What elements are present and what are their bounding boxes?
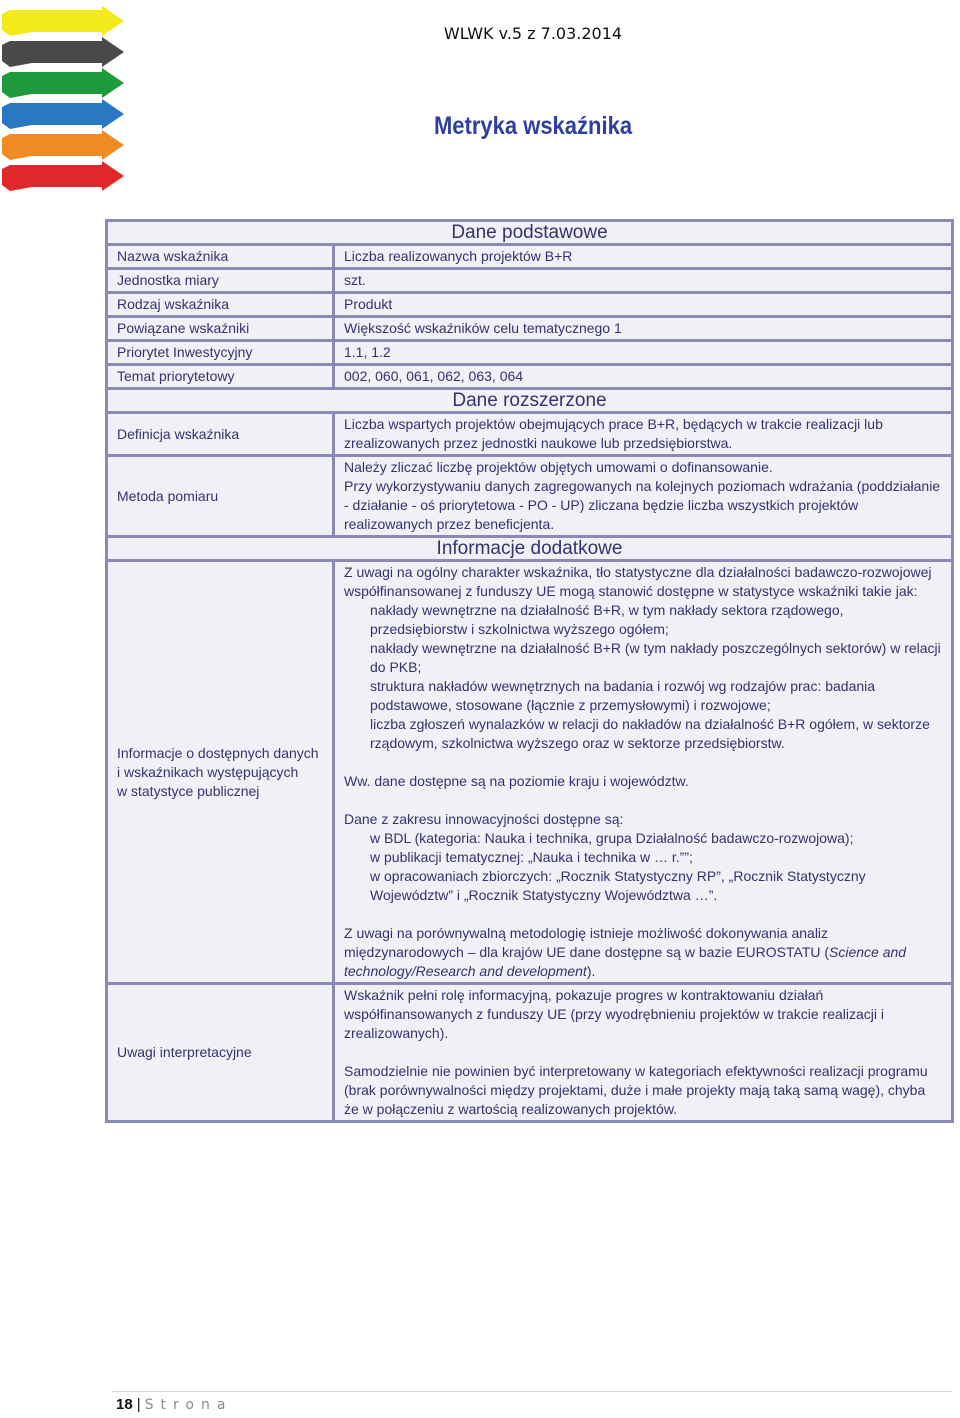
table-row xyxy=(107,365,953,389)
method-paragraph: Należy zliczać liczbę projektów objętych umowami o dofinansowanie. xyxy=(344,459,773,475)
unit-value: szt. xyxy=(334,269,953,293)
availability-label-line: w statystyce publicznej xyxy=(117,782,260,799)
eurostat-paragraph xyxy=(344,924,942,981)
method-value xyxy=(334,456,953,537)
definition-value: Liczba wspartych projektów obejmujących prace B+R, będących w trakcie realizacji lub zrealizowanych przez jednostki naukowe lub przedsiębiorstwa. xyxy=(334,413,953,456)
definition-label: Definicja wskaźnika xyxy=(107,413,334,456)
indicator-name-value: Liczba realizowanych projektów B+R xyxy=(334,245,953,269)
innovation-item: w opracowaniach zbiorczych: „Rocznik Statystyczny RP”, „Rocznik Statystyczny Województw” i „Rocznik Statystyczny Województwa …”. xyxy=(370,868,866,903)
table-row xyxy=(107,317,953,341)
indicator-metric-table xyxy=(105,219,954,1123)
availability-intro: Z uwagi na ogólny charakter wskaźnika, tło statystyczne dla działalności badawczo-rozwojowej współfinansowanej z funduszy UE mogą stanowić dostępne w statystyce wskaźniki takie jak: xyxy=(344,564,932,599)
page-footer xyxy=(116,1396,232,1413)
theme-label: Temat priorytetowy xyxy=(107,365,334,389)
priority-label: Priorytet Inwestycyjny xyxy=(107,341,334,365)
remarks-label: Uwagi interpretacyjne xyxy=(107,984,334,1122)
availability-item: liczba zgłoszeń wynalazków w relacji do nakładów na działalność B+R ogółem, w sektorze rządowym, szkolnictwa wyższego oraz w sektorze przedsiębiorstw. xyxy=(370,716,930,751)
availability-item: struktura nakładów wewnętrznych na badania i rozwój wg rodzajów prac: badania podstawowe, stosowane (łącznie z przemysłowymi) i rozwojowe; xyxy=(370,678,876,713)
remarks-value xyxy=(334,984,953,1122)
priority-value: 1.1, 1.2 xyxy=(334,341,953,365)
unit-label: Jednostka miary xyxy=(107,269,334,293)
footer-separator: | xyxy=(136,1396,141,1413)
innovation-item: w publikacji tematycznej: „Nauka i technika w … r.””; xyxy=(370,849,693,865)
footer-divider xyxy=(112,1391,952,1392)
eurostat-text: ). xyxy=(586,963,596,979)
method-paragraph: Przy wykorzystywaniu danych zagregowanych na kolejnych poziomach wdrażania (poddziałanie - działanie - oś priorytetowa - PO - UP) zliczana będzie liczba wszystkich projektów realizowanych przez beneficjenta. xyxy=(344,478,941,532)
innovation-intro: Dane z zakresu innowacyjności dostępne są: xyxy=(344,811,624,827)
table-row xyxy=(107,293,953,317)
table-row xyxy=(107,245,953,269)
table-row xyxy=(107,456,953,537)
method-label: Metoda pomiaru xyxy=(107,456,334,537)
related-value: Większość wskaźników celu tematycznego 1 xyxy=(334,317,953,341)
page-number: 18 xyxy=(116,1396,133,1413)
remarks-paragraph: Samodzielnie nie powinien być interpretowany w kategoriach efektywności realizacji programu (brak porównywalności między projektami, duże i małe projekty mają taką samą wagę), chyba że w połączeniu z wartością realizowanych projektów. xyxy=(344,1063,928,1117)
indicator-name-label: Nazwa wskaźnika xyxy=(107,245,334,269)
availability-value xyxy=(334,561,953,984)
table-row xyxy=(107,413,953,456)
related-label: Powiązane wskaźniki xyxy=(107,317,334,341)
availability-levels: Ww. dane dostępne są na poziomie kraju i województw. xyxy=(344,773,689,789)
table-row xyxy=(107,341,953,365)
section-row xyxy=(107,221,953,245)
availability-label-line: Informacje o dostępnych danych xyxy=(117,744,319,761)
table-row xyxy=(107,561,953,984)
type-label: Rodzaj wskaźnika xyxy=(107,293,334,317)
section-basic-heading: Dane podstawowe xyxy=(107,221,953,245)
remarks-paragraph: Wskaźnik pełni rolę informacyjną, pokazuje progres w kontraktowaniu działań współfinansowanych z funduszy UE (przy wyodrębnieniu projektów w trakcie realizacji i zrealizowanych). xyxy=(344,987,885,1041)
section-additional-heading: Informacje dodatkowe xyxy=(107,537,953,561)
section-row xyxy=(107,389,953,413)
eurostat-text: Z uwagi na porównywalną metodologię istnieje możliwość dokonywania analiz międzynarodowych – dla krajów UE dane dostępne są w bazie EUROSTATU ( xyxy=(344,925,830,960)
section-row xyxy=(107,537,953,561)
availability-label xyxy=(107,561,334,984)
availability-item: nakłady wewnętrzne na działalność B+R (w tym nakłady poszczególnych sektorów) w relacji do PKB; xyxy=(370,640,941,675)
document-version: WLWK v.5 z 7.03.2014 xyxy=(443,24,623,43)
innovation-item: w BDL (kategoria: Nauka i technika, grupa Działalność badawczo-rozwojowa); xyxy=(370,830,854,846)
theme-value: 002, 060, 061, 062, 063, 064 xyxy=(334,365,953,389)
arrow-shape xyxy=(2,68,124,98)
page-word: Strona xyxy=(144,1397,233,1413)
availability-item: nakłady wewnętrzne na działalność B+R, w tym nakłady sektora rządowego, przedsiębiorstw i szkolnictwa wyższego ogółem; xyxy=(370,602,844,637)
page-title: Metryka wskaźnika xyxy=(433,112,633,140)
availability-label-line: i wskaźnikach występujących xyxy=(117,763,299,780)
section-extended-heading: Dane rozszerzone xyxy=(107,389,953,413)
arrow-shape xyxy=(2,161,124,191)
eurostat-italic-text: Science and technology/Research and development xyxy=(344,944,907,979)
table-row xyxy=(107,984,953,1122)
table-row xyxy=(107,269,953,293)
type-value: Produkt xyxy=(334,293,953,317)
